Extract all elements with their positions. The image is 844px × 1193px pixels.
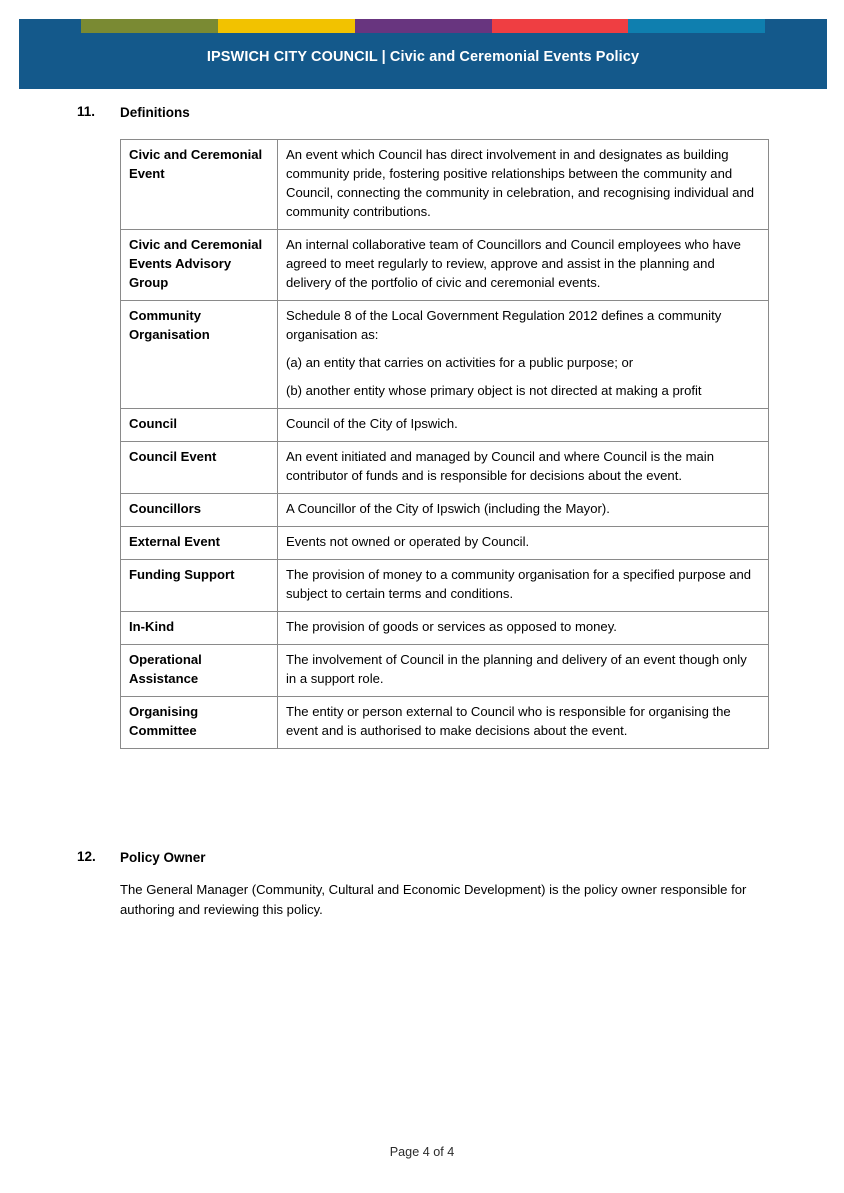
- definition-text: [278, 441, 769, 493]
- table-row: [121, 408, 769, 441]
- definition-paragraph: An event initiated and managed by Council and where Council is the main contributor of funds and is responsible for decisions about the event.: [286, 448, 714, 483]
- definition-text: [278, 559, 769, 611]
- document-body: [0, 104, 844, 918]
- definition-paragraph: Schedule 8 of the Local Government Regulation 2012 defines a community organisation as:: [286, 307, 722, 342]
- table-row: [121, 696, 769, 748]
- table-row: [121, 526, 769, 559]
- definition-term: Operational Assistance: [121, 644, 278, 696]
- section-policy-owner: [0, 849, 844, 921]
- page-number-label: Page 4 of 4: [389, 1145, 455, 1159]
- definition-paragraph: (b) another entity whose primary object is not directed at making a profit: [286, 382, 702, 398]
- definition-text: [278, 408, 769, 441]
- page-header-banner: [19, 19, 827, 89]
- definition-paragraph: An internal collaborative team of Councillors and Council employees who have agreed to meet regularly to review, approve and assist in the planning and delivery of the portfolio of civic and ceremonial events.: [286, 236, 741, 290]
- definition-paragraph: A Councillor of the City of Ipswich (including the Mayor).: [286, 500, 610, 516]
- color-swatch-gold: [218, 19, 355, 33]
- definition-paragraph: The entity or person external to Council who is responsible for organising the event and is authorised to make decisions about the event.: [286, 703, 731, 738]
- table-row: [121, 441, 769, 493]
- definition-term: Council: [121, 408, 278, 441]
- definitions-table: [120, 139, 769, 749]
- definition-text: [278, 696, 769, 748]
- page-footer: [0, 1145, 844, 1159]
- definition-paragraph: (a) an entity that carries on activities for a public purpose; or: [286, 354, 634, 370]
- header-title: IPSWICH CITY COUNCIL | Civic and Ceremonial Events Policy: [206, 49, 640, 65]
- definition-term: Council Event: [121, 441, 278, 493]
- color-swatch-purple: [355, 19, 492, 33]
- definition-paragraph: An event which Council has direct involvement in and designates as building community pride, fostering positive relationships between the community and Council, connecting the community in celebration, and recognising individual and community contributions.: [286, 147, 755, 219]
- section-heading-policy-owner: [0, 849, 844, 869]
- table-row: [121, 493, 769, 526]
- table-row: [121, 611, 769, 644]
- color-swatch-blue: [628, 19, 765, 33]
- policy-owner-paragraph: The General Manager (Community, Cultural and Economic Development) is the policy owner responsible for authoring and reviewing this policy.: [120, 882, 747, 918]
- color-swatch-olive: [81, 19, 218, 33]
- table-row: [121, 300, 769, 408]
- definition-term: Community Organisation: [121, 300, 278, 408]
- section-number-policy-owner: 12.: [77, 849, 96, 864]
- definition-text: [278, 644, 769, 696]
- definition-paragraph: Events not owned or operated by Council.: [286, 533, 530, 549]
- definition-paragraph: The involvement of Council in the planning and delivery of an event though only in a support role.: [286, 651, 747, 686]
- definition-paragraph: The provision of goods or services as opposed to money.: [286, 618, 617, 634]
- definition-term: Civic and Ceremonial Event: [121, 140, 278, 230]
- definition-paragraph: Council of the City of Ipswich.: [286, 415, 458, 431]
- section-title-policy-owner: Policy Owner: [120, 850, 206, 865]
- color-swatch-red: [492, 19, 628, 33]
- header-color-accent-bar: [81, 19, 827, 33]
- definition-term: Civic and Ceremonial Events Advisory Group: [121, 229, 278, 300]
- definition-text: [278, 229, 769, 300]
- definition-text: [278, 526, 769, 559]
- definition-term: External Event: [121, 526, 278, 559]
- section-number-definitions: 11.: [77, 104, 96, 119]
- table-row: [121, 644, 769, 696]
- definition-term: In-Kind: [121, 611, 278, 644]
- table-row: [121, 140, 769, 230]
- definition-text: [278, 493, 769, 526]
- section-title-definitions: Definitions: [120, 105, 190, 120]
- definition-text: [278, 611, 769, 644]
- table-row: [121, 559, 769, 611]
- definition-text: [278, 140, 769, 230]
- definitions-table-body: [121, 140, 769, 749]
- definition-paragraph: The provision of money to a community organisation for a specified purpose and subject to certain terms and conditions.: [286, 566, 752, 601]
- definition-term: Councillors: [121, 493, 278, 526]
- section-heading-definitions: [0, 104, 844, 124]
- definition-term: Funding Support: [121, 559, 278, 611]
- definition-term: Organising Committee: [121, 696, 278, 748]
- definition-text: [278, 300, 769, 408]
- table-row: [121, 229, 769, 300]
